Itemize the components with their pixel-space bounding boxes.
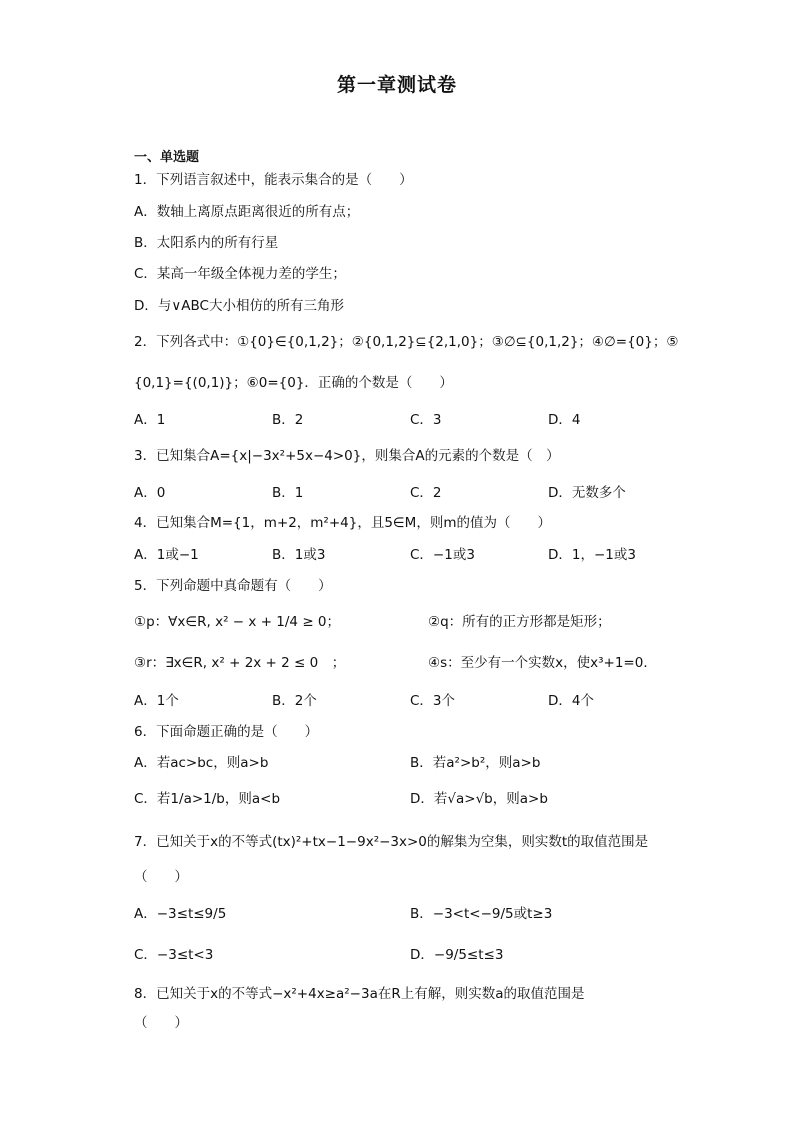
question-6-option-b: B．若a²>b²，则a>b	[410, 755, 541, 771]
question-3-stem: 3．已知集合A={x|−3x²+5x−4>0}，则集合A的元素的个数是（ ）	[134, 448, 560, 464]
question-4-option-b: B．1或3	[272, 547, 326, 563]
question-2-stem-line1: 2．下列各式中：①{0}∈{0,1,2}；②{0,1,2}⊆{2,1,0}；③∅⊆{0,1,2}；④∅={0}；⑤	[134, 334, 679, 350]
question-3-option-b: B．1	[272, 485, 304, 501]
question-3-option-a: A．0	[134, 485, 166, 501]
question-7-option-d: D．−9/5≤t≤3	[410, 947, 504, 963]
question-4-option-c: C．−1或3	[410, 547, 475, 563]
page-title: 第一章测试卷	[336, 74, 457, 96]
question-5-stem: 5．下列命题中真命题有（ ）	[134, 578, 332, 594]
question-5-option-b: B．2个	[272, 693, 317, 709]
question-5-proposition-q: ②q：所有的正方形都是矩形；	[428, 614, 611, 630]
question-1-stem: 1．下列语言叙述中，能表示集合的是（ ）	[134, 172, 413, 188]
question-5-option-a: A．1个	[134, 693, 179, 709]
question-6-option-a: A．若ac>bc，则a>b	[134, 755, 269, 771]
question-7-answer-paren: （ ）	[134, 869, 188, 885]
question-7-option-a: A．−3≤t≤9/5	[134, 906, 227, 922]
question-5-proposition-s: ④s：至少有一个实数x，使x³+1=0．	[428, 655, 657, 671]
question-2-option-c: C．3	[410, 412, 442, 428]
question-1-option-d: D．与∨ABC大小相仿的所有三角形	[134, 298, 344, 314]
question-3-option-d: D．无数多个	[548, 485, 626, 501]
question-1-option-a: A．数轴上离原点距离很近的所有点；	[134, 204, 360, 220]
question-2-option-a: A．1	[134, 412, 166, 428]
question-1-option-c: C．某高一年级全体视力差的学生；	[134, 266, 346, 282]
question-4-option-a: A．1或−1	[134, 547, 199, 563]
question-5-option-c: C．3个	[410, 693, 456, 709]
question-6-option-c: C．若1/a>1/b，则a<b	[134, 791, 281, 807]
question-3-option-c: C．2	[410, 485, 442, 501]
question-7-stem: 7．已知关于x的不等式(tx)²+tx−1−9x²−3x>0的解集为空集，则实数t的取值范围是	[134, 834, 649, 850]
question-7-option-c: C．−3≤t<3	[134, 947, 214, 963]
question-8-stem: 8．已知关于x的不等式−x²+4x≥a²−3a在R上有解，则实数a的取值范围是	[134, 986, 585, 1002]
question-8-answer-paren: （ ）	[134, 1015, 188, 1031]
question-1-option-b: B．太阳系内的所有行星	[134, 235, 279, 251]
question-6-stem: 6．下面命题正确的是（ ）	[134, 724, 319, 740]
question-4-option-d: D．1，−1或3	[548, 547, 636, 563]
question-2-option-b: B．2	[272, 412, 304, 428]
question-6-option-d: D．若√a>√b，则a>b	[410, 791, 548, 807]
question-7-option-b: B．−3<t<−9/5或t≥3	[410, 906, 553, 922]
question-4-stem: 4．已知集合M={1，m+2，m²+4}，且5∈M，则m的值为（ ）	[134, 515, 551, 531]
question-5-proposition-r: ③r：∃x∈R, x² + 2x + 2 ≤ 0 ；	[134, 655, 346, 671]
question-5-option-d: D．4个	[548, 693, 594, 709]
question-2-stem-line2: {0,1}={(0,1)}；⑥0={0}．正确的个数是（ ）	[134, 375, 453, 391]
question-5-proposition-p: ①p：∀x∈R, x² − x + 1/4 ≥ 0；	[134, 614, 341, 630]
question-2-option-d: D．4	[548, 412, 581, 428]
section-heading: 一、单选题	[134, 150, 200, 165]
